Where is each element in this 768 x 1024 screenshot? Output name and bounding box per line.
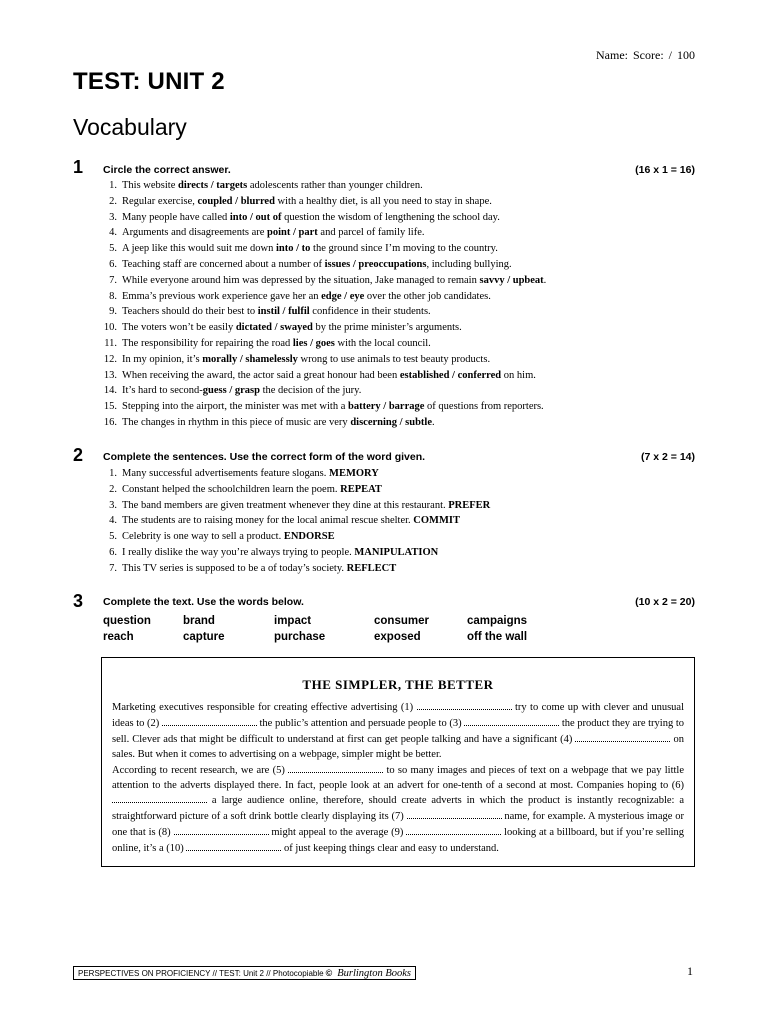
page-title: TEST: UNIT 2 <box>73 68 225 95</box>
score-label: Score: <box>633 48 664 62</box>
exercise-2-header <box>103 451 695 463</box>
item-text: , including bullying. <box>426 258 512 270</box>
item-number: 9. <box>109 306 117 318</box>
exercise-2-marks: (7 x 2 = 14) <box>641 451 695 463</box>
word-bank-word: off the wall <box>467 631 528 643</box>
exercise-3-marks: (10 x 2 = 20) <box>635 596 695 608</box>
item-number: 11. <box>104 337 117 349</box>
item-text: question the wisdom of lengthening the school day. <box>281 211 500 223</box>
text-segment: According to recent research, we are (5) <box>112 764 289 776</box>
question-item <box>102 289 702 305</box>
item-text: Arguments and disagreements are <box>122 227 268 239</box>
answer-options[interactable]: established / conferred <box>399 369 502 381</box>
page-number: 1 <box>687 964 693 978</box>
item-text: In my opinion, it’s <box>122 353 203 365</box>
item-text: Constant helped the schoolchildren learn the poem. <box>122 483 341 495</box>
item-number: 1. <box>109 180 117 191</box>
item-text: Stepping into the airport, the minister was met with a <box>122 401 349 413</box>
given-word: REPEAT <box>340 483 382 495</box>
reading-paragraph <box>112 763 684 857</box>
text-segment: of just keeping things clear and easy to understand. <box>281 843 499 855</box>
answer-options[interactable]: directs / targets <box>178 180 248 191</box>
item-text: . <box>543 274 547 286</box>
answer-options[interactable]: point / part <box>267 227 318 239</box>
word-bank-word: capture <box>183 631 225 643</box>
answer-options[interactable]: discerning / subtle <box>350 416 432 428</box>
given-word: COMMIT <box>413 515 460 527</box>
answer-gap[interactable] <box>186 841 281 851</box>
word-bank-row <box>103 613 567 629</box>
item-text: the decision of the jury. <box>259 385 362 397</box>
item-text: Emma’s previous work experience gave her an <box>122 290 322 302</box>
answer-options[interactable]: savvy / upbeat <box>479 274 544 286</box>
item-text: Many people have called <box>122 211 230 223</box>
question-item <box>102 561 702 577</box>
text-segment: looking at a billboard, but if you’re selling online, it’s a (10) <box>112 827 685 855</box>
item-number: 6. <box>109 258 117 270</box>
item-text: . <box>432 416 435 428</box>
text-segment: try to come up with clever and unusual ideas to (2) <box>112 702 684 729</box>
question-item <box>102 466 702 482</box>
question-item <box>102 178 702 194</box>
question-item <box>102 399 702 415</box>
text-segment: the public’s attention and persuade people to (3) <box>256 717 465 729</box>
item-text: Many successful advertisements feature slogans. <box>122 468 330 479</box>
reading-paragraph <box>112 700 684 763</box>
item-text: This website <box>122 180 178 191</box>
item-text: with the local council. <box>334 337 431 349</box>
item-text: Teachers should do their best to <box>122 306 258 318</box>
item-number: 4. <box>109 515 117 527</box>
answer-options[interactable]: dictated / swayed <box>235 322 313 334</box>
item-text: This TV series is supposed to be a of today’s society. <box>122 562 347 574</box>
item-text: The responsibility for repairing the road <box>122 337 293 349</box>
score-total: / 100 <box>668 48 695 62</box>
question-item <box>102 320 702 336</box>
exercise-2-instruction: Complete the sentences. Use the correct form of the word given. <box>103 451 426 463</box>
given-word: MANIPULATION <box>354 546 439 558</box>
name-label: Name: <box>596 48 628 62</box>
footer-series: PERSPECTIVES ON PROFICIENCY // TEST: Unit 2 // Photocopiable <box>78 968 324 978</box>
item-number: 3. <box>109 499 117 511</box>
word-bank-word: question <box>103 615 151 627</box>
item-text: and parcel of family life. <box>317 227 425 239</box>
answer-options[interactable]: into / to <box>276 243 311 255</box>
item-text: on him. <box>501 369 536 381</box>
question-item <box>102 529 702 545</box>
item-text: the ground since I’m moving to the country. <box>310 243 498 255</box>
item-number: 1. <box>109 468 117 479</box>
word-bank-word: consumer <box>374 615 429 627</box>
word-bank-word: exposed <box>374 631 421 643</box>
question-item <box>102 194 702 210</box>
answer-options[interactable]: guess / grasp <box>202 385 260 397</box>
answer-options[interactable]: coupled / blurred <box>197 195 275 207</box>
section-heading: Vocabulary <box>73 114 187 140</box>
item-text: of questions from reporters. <box>424 401 544 413</box>
question-item <box>102 498 702 514</box>
item-text: While everyone around him was depressed by the situation, Jake managed to remain <box>122 274 480 286</box>
reading-text-box <box>101 657 695 867</box>
exercise-2-number: 2 <box>73 445 84 465</box>
answer-gap[interactable] <box>407 809 502 819</box>
item-text: The students are to raising money for the local animal rescue shelter. <box>122 515 414 527</box>
question-item <box>102 383 702 399</box>
item-number: 5. <box>109 243 117 255</box>
question-item <box>102 225 702 241</box>
word-bank-word: brand <box>183 615 215 627</box>
reading-text-title: THE SIMPLER, THE BETTER <box>302 677 494 692</box>
text-segment: the product they are trying to sell. Clever ads that might be difficult to understand at first can get people talking and have a significant (4) <box>112 717 684 745</box>
answer-gap[interactable] <box>464 716 559 726</box>
exercise-1-instruction: Circle the correct answer. <box>103 164 231 176</box>
text-segment: a large audience online, therefore, should create adverts in which the product is instantly recognizable: a straightforward picture of a soft drink bottle clearly displaying its (7) <box>112 795 684 823</box>
item-text: wrong to use animals to test beauty products. <box>297 353 491 365</box>
exercise-2-items <box>102 466 702 577</box>
item-number: 8. <box>109 290 117 302</box>
item-number: 16. <box>103 416 117 428</box>
item-number: 4. <box>109 227 117 239</box>
text-segment: name, for example. A mysterious image or one that is (8) <box>112 811 684 839</box>
item-text: Celebrity is one way to sell a product. <box>122 531 284 543</box>
question-item <box>102 273 702 289</box>
question-item <box>102 336 702 352</box>
item-number: 5. <box>109 531 117 543</box>
answer-gap[interactable] <box>174 825 269 835</box>
question-item <box>102 545 702 561</box>
text-segment: might appeal to the average (9) <box>268 827 407 839</box>
item-number: 6. <box>109 546 117 558</box>
word-bank-word: reach <box>103 631 134 643</box>
answer-options[interactable]: lies / goes <box>292 337 335 349</box>
item-text: The band members are given treatment whenever they dine at this restaurant. <box>122 499 449 511</box>
item-number: 12. <box>103 353 117 365</box>
footer-credit <box>73 966 416 980</box>
item-text: with a healthy diet, is all you need to stay in shape. <box>274 195 492 207</box>
answer-options[interactable]: into / out of <box>229 211 282 223</box>
answer-gap[interactable] <box>406 825 501 835</box>
item-text: A jeep like this would suit me down <box>122 243 276 255</box>
item-text: It’s hard to second- <box>122 385 203 397</box>
exercise-1-marks: (16 x 1 = 16) <box>635 164 695 176</box>
item-text: by the prime minister’s arguments. <box>312 322 462 334</box>
text-segment: on sales. But when it comes to advertising on a webpage, simpler might be better. <box>112 733 685 760</box>
answer-gap[interactable] <box>112 793 207 803</box>
item-number: 7. <box>109 274 117 286</box>
item-number: 2. <box>109 195 117 207</box>
question-item <box>102 513 702 529</box>
exercise-1-number: 1 <box>73 157 84 177</box>
header-meta <box>596 48 695 63</box>
item-text: Teaching staff are concerned about a number of <box>122 258 325 270</box>
answer-gap[interactable] <box>162 716 257 726</box>
item-text: The changes in rhythm in this piece of music are very <box>122 416 351 428</box>
answer-gap[interactable] <box>417 700 512 710</box>
item-number: 7. <box>109 562 117 574</box>
given-word: ENDORSE <box>283 531 335 543</box>
item-number: 15. <box>103 401 117 413</box>
question-item <box>102 415 702 431</box>
given-word: REFLECT <box>346 562 397 574</box>
answer-options[interactable]: battery / barrage <box>348 401 425 413</box>
copyright-icon: © <box>325 968 333 978</box>
question-item <box>102 368 702 384</box>
question-item <box>102 241 702 257</box>
item-text: adolescents rather than younger children. <box>247 180 423 191</box>
answer-options[interactable]: morally / shamelessly <box>202 353 298 365</box>
item-text: The voters won’t be easily <box>122 322 236 334</box>
item-text: over the other job candidates. <box>364 290 491 302</box>
answer-options[interactable]: issues / preoccupations <box>324 258 427 270</box>
question-item <box>102 352 702 368</box>
item-text: confidence in their students. <box>309 306 431 318</box>
item-number: 2. <box>109 483 117 495</box>
item-text: I really dislike the way you’re always trying to people. <box>122 546 355 558</box>
exercise-3-number: 3 <box>73 591 84 611</box>
item-number: 13. <box>103 369 117 381</box>
word-bank-word: impact <box>274 615 312 627</box>
text-segment: to so many images and pieces of text on a webpage that we pay little attention to the adverts displayed there. In fact, people look at an advert for one-tenth of a second at most. Companies hoping to (6) <box>112 764 684 791</box>
word-bank-row <box>103 629 567 645</box>
given-word: MEMORY <box>329 468 379 479</box>
given-word: PREFER <box>448 499 491 511</box>
item-text: Regular exercise, <box>122 195 198 207</box>
question-item <box>102 257 702 273</box>
answer-gap[interactable] <box>288 763 383 773</box>
answer-gap[interactable] <box>575 732 670 742</box>
question-item <box>102 210 702 226</box>
item-text: When receiving the award, the actor said a great honour had been <box>122 369 400 381</box>
publisher-logo: Burlington Books <box>337 967 412 979</box>
item-number: 3. <box>109 211 117 223</box>
word-bank-word: purchase <box>274 631 326 643</box>
exercise-1-items <box>102 178 702 431</box>
item-number: 10. <box>103 322 117 334</box>
word-bank-word: campaigns <box>467 615 528 627</box>
word-bank <box>103 613 567 645</box>
exercise-3-header <box>103 596 695 608</box>
exercise-3-instruction: Complete the text. Use the words below. <box>103 596 304 608</box>
answer-options[interactable]: instil / fulfil <box>257 306 310 318</box>
question-item <box>102 304 702 320</box>
reading-text-body <box>112 700 684 857</box>
question-item <box>102 482 702 498</box>
item-number: 14. <box>103 385 117 397</box>
text-segment: Marketing executives responsible for creating effective advertising (1) <box>112 702 417 713</box>
answer-options[interactable]: edge / eye <box>321 290 365 302</box>
exercise-1-header <box>103 164 695 176</box>
